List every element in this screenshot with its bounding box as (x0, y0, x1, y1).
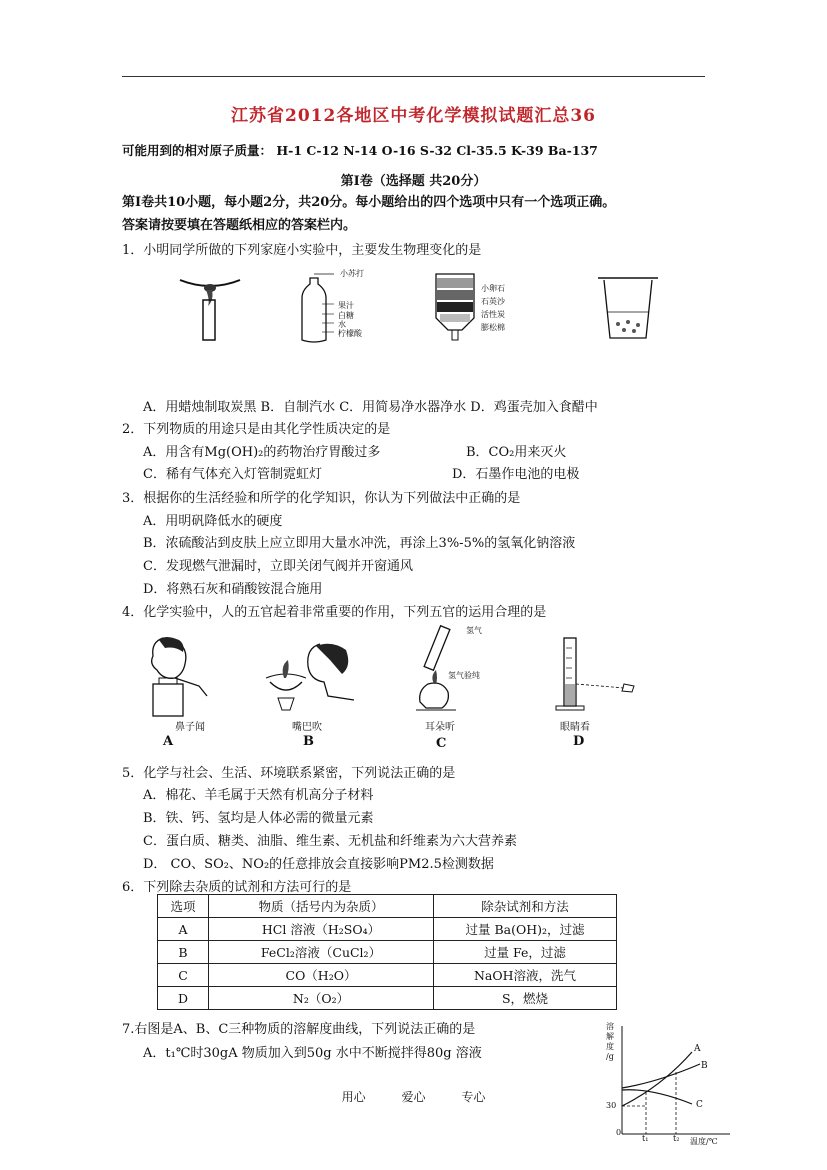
table-row (158, 987, 617, 1010)
table-cell: HCl 溶液（H₂SO₄） (209, 918, 434, 941)
footer-item: 爱心 (401, 1090, 426, 1104)
graph-y-tick-30: 30 (606, 1101, 617, 1110)
q4-caption-b: 嘴巴吹 (292, 722, 322, 733)
q3-option-c: C．发现燃气泄漏时，立即关闭气阀并开窗通风 (143, 559, 413, 574)
q7-stem: 7.右图是A、B、C三种物质的溶解度曲线，下列说法正确的是 (122, 1022, 476, 1037)
q3-option-d: D．将熟石灰和硝酸铵混合施用 (143, 582, 323, 597)
q4-stem: 4．化学实验中，人的五官起着非常重要的作用，下列五官的运用合理的是 (122, 605, 547, 620)
table-row (158, 964, 617, 987)
footer-item: 用心 (341, 1090, 366, 1104)
table-header-row (158, 895, 617, 918)
q4-caption-c: 耳朵听 (425, 722, 455, 733)
q1-options: A．用蜡烛制取炭黑 B．自制汽水 C．用简易净水器净水 D．鸡蛋壳加入食醋中 (143, 400, 598, 415)
q2-stem: 2．下列物质的用途只是由其化学性质决定的是 (122, 422, 391, 437)
graph-curve-label-c: C (696, 1100, 703, 1110)
bottle-label-citric-acid: 柠檬酸 (338, 329, 362, 338)
q5-stem: 5．化学与社会、生活、环境联系紧密，下列说法正确的是 (122, 766, 456, 781)
q1-stem: 1．小明同学所做的下列家庭小实验中，主要发生物理变化的是 (122, 243, 482, 258)
bottle-label-sugar: 白糖 (338, 311, 354, 320)
table-cell: 过量 Ba(OH)₂，过滤 (434, 918, 617, 941)
table-cell: N₂（O₂） (209, 987, 434, 1010)
filter-label-cotton: 膨松棉 (481, 323, 505, 332)
q4-figure-d-look (552, 636, 638, 716)
q4-letter-c: C (436, 736, 447, 751)
footer-item: 专心 (461, 1090, 486, 1104)
q5-option-b: B．铁、钙、氢均是人体必需的微量元素 (143, 811, 374, 826)
q2-option-b: B．CO₂用来灭火 (466, 445, 567, 460)
q4-letter-d: D (573, 734, 585, 749)
table-cell: 过量 Fe，过滤 (434, 941, 617, 964)
table-cell: B (158, 941, 209, 964)
filter-label-pebble: 小卵石 (481, 284, 505, 293)
table-cell: CO（H₂O） (209, 964, 434, 987)
table-row (158, 941, 617, 964)
q4-letter-b: B (303, 734, 314, 749)
q4-test-label: 氢气验纯 (448, 671, 480, 680)
q2-option-c: C．稀有气体充入灯管制霓虹灯 (143, 467, 322, 482)
q6-stem: 6．下列除去杂质的试剂和方法可行的是 (122, 880, 352, 895)
atomic-masses: 可能用到的相对原子质量： H-1 C-12 N-14 O-16 S-32 Cl-35.5 K-39 Ba-137 (122, 143, 598, 158)
table-cell: FeCl₂溶液（CuCl₂） (209, 941, 434, 964)
q7-option-a: A．t₁℃时30gA 物质加入到50g 水中不断搅拌得80g 溶液 (143, 1046, 482, 1061)
q3-stem: 3．根据你的生活经验和所学的化学知识，你认为下列做法中正确的是 (122, 491, 521, 506)
q2-option-d: D．石墨作电池的电极 (452, 467, 580, 482)
q2-option-a: A．用含有Mg(OH)₂的药物治疗胃酸过多 (143, 445, 381, 460)
table-cell: D (158, 987, 209, 1010)
top-rule (122, 76, 705, 77)
table-cell: C (158, 964, 209, 987)
graph-curve-label-b: B (701, 1061, 708, 1071)
intro-line-2: 答案请按要填在答题纸相应的答案栏内。 (122, 218, 357, 233)
graph-origin: 0 (616, 1128, 622, 1137)
section-heading: 第Ⅰ卷（选择题 共20分） (340, 174, 487, 189)
table-row (158, 918, 617, 941)
q1-figure-a-candle (178, 272, 242, 344)
bottle-label-water: 水 (338, 320, 346, 329)
table-header: 选项 (158, 895, 209, 918)
page-title: 江苏省2012各地区中考化学模拟试题汇总36 (231, 106, 596, 126)
q4-caption-a: 鼻子闻 (175, 722, 205, 733)
intro-line-1: 第Ⅰ卷共10小题，每小题2分，共20分。每小题给出的四个选项中只有一个选项正确。 (122, 195, 616, 210)
q4-caption-d: 眼睛看 (560, 722, 590, 733)
page-footer (0, 1088, 827, 1105)
q5-option-a: A．棉花、羊毛属于天然有机高分子材料 (143, 788, 374, 803)
bottle-label-baking-soda: 小苏打 (340, 269, 364, 278)
q1-figure-d-beaker (596, 276, 660, 342)
q3-option-b: B．浓硫酸沾到皮肤上应立即用大量水冲洗，再涂上3%-5%的氢氧化钠溶液 (143, 536, 576, 551)
table-cell: A (158, 918, 209, 941)
q4-gas-label: 氢气 (466, 626, 482, 635)
q7-solubility-graph (602, 1022, 734, 1150)
q1-figure-c-filter (432, 272, 478, 342)
graph-x-label: 温度/℃ (690, 1137, 718, 1146)
q3-option-a: A．用明矾降低水的硬度 (143, 514, 283, 529)
q4-figure-a-smell (145, 634, 215, 718)
filter-label-quartz: 石英沙 (481, 297, 505, 306)
graph-x-tick-t2: t₂ (673, 1134, 680, 1143)
bottle-label-juice: 果汁 (338, 301, 354, 310)
q5-option-c: C．蛋白质、糖类、油脂、维生素、无机盐和纤维素为六大营养素 (143, 834, 517, 849)
table-cell: NaOH溶液，洗气 (434, 964, 617, 987)
q4-figure-b-blow (262, 640, 362, 716)
graph-x-tick-t1: t₁ (642, 1134, 649, 1143)
filter-label-carbon: 活性炭 (481, 310, 505, 319)
q5-option-d: D． CO、SO₂、NO₂的任意排放会直接影响PM2.5检测数据 (143, 857, 494, 872)
graph-y-label: 溶 解 度 /g (606, 1022, 614, 1061)
q4-letter-a: A (163, 734, 174, 749)
graph-curve-label-a: A (694, 1044, 701, 1054)
table-cell: S，燃烧 (434, 987, 617, 1010)
table-header: 除杂试剂和方法 (434, 895, 617, 918)
table-header: 物质（括号内为杂质） (209, 895, 434, 918)
q6-table (157, 894, 617, 1010)
